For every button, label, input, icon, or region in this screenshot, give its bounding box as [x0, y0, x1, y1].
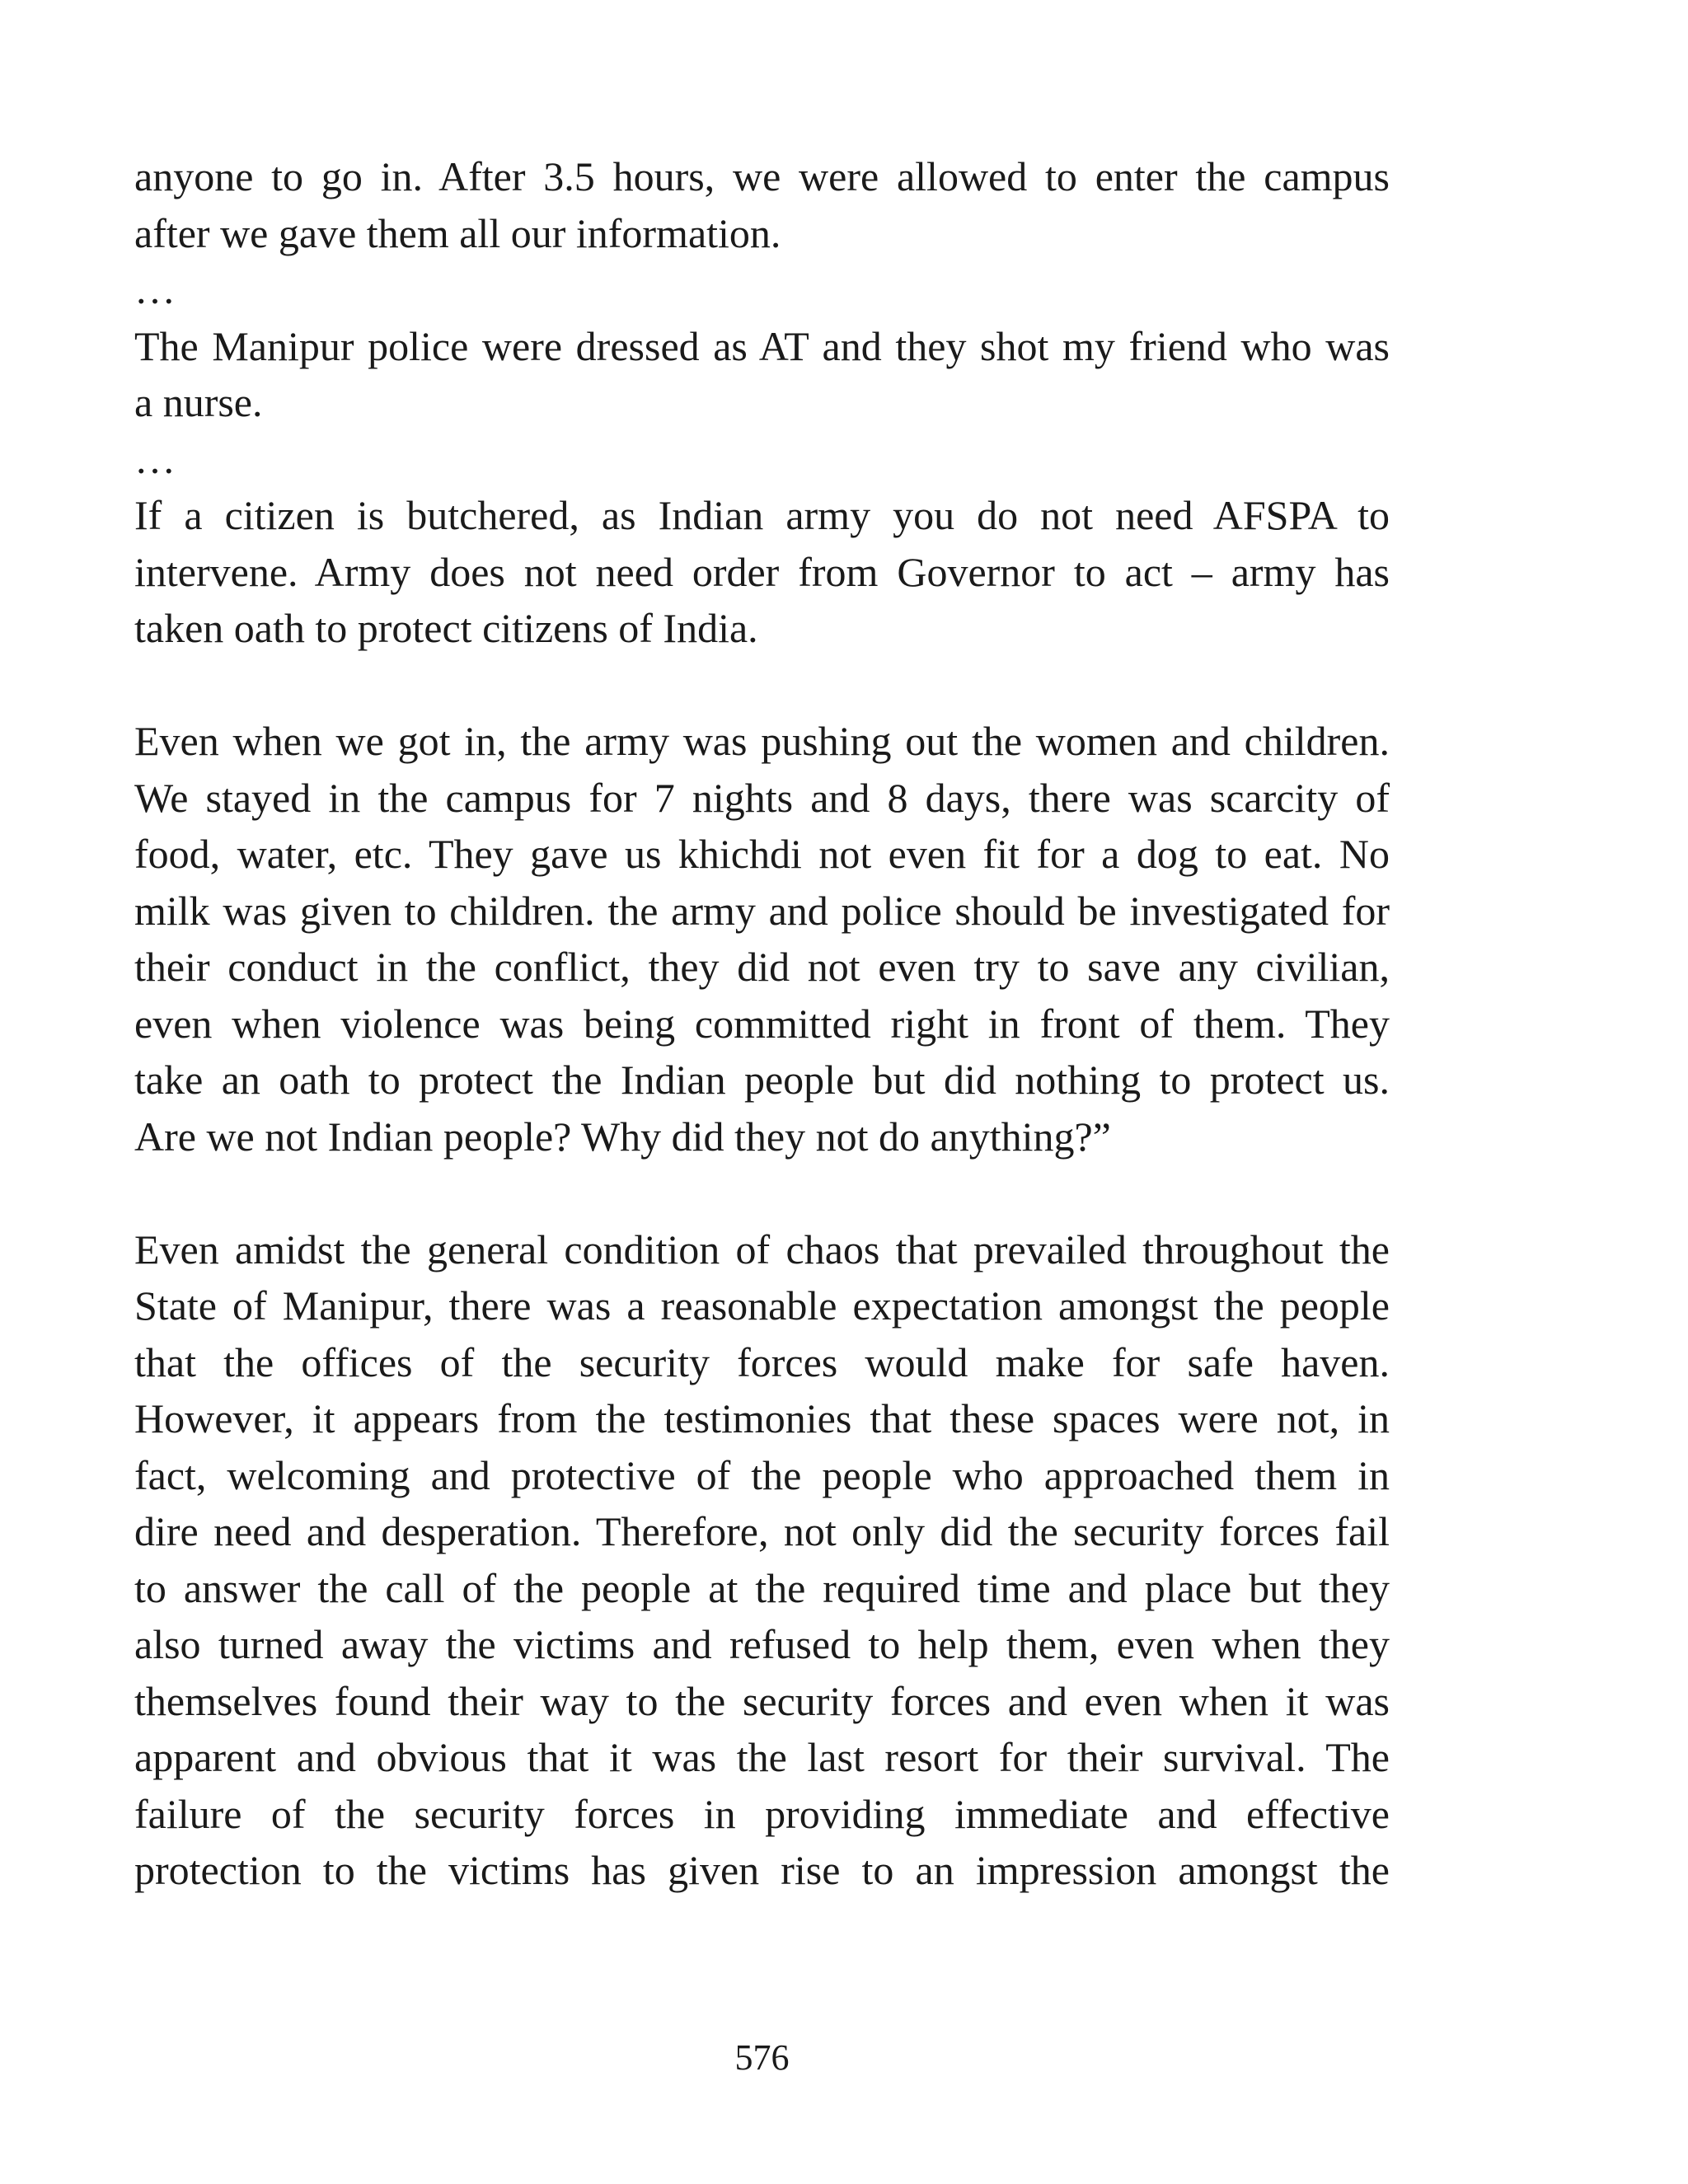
text-line: a nurse.	[134, 379, 263, 425]
text-line: protection to the victims has given rise to an impression amongst the	[134, 1847, 1390, 1893]
text-line: food, water, etc. They gave us khichdi not even fit for a dog to eat. No	[134, 831, 1390, 877]
text-line: take an oath to protect the Indian people but did nothing to protect us.	[134, 1057, 1390, 1103]
text-line: Even amidst the general condition of chaos that prevailed throughout the	[134, 1226, 1390, 1272]
text-line: that the offices of the security forces would make for safe haven.	[134, 1338, 1390, 1385]
text-line: taken oath to protect citizens of India.	[134, 605, 758, 651]
text-line: apparent and obvious that it was the last resort for their survival. The	[134, 1734, 1390, 1780]
text-line: We stayed in the campus for 7 nights and 8 days, there was scarcity of	[134, 774, 1390, 821]
text-line: The Manipur police were dressed as AT and they shot my friend who was	[134, 322, 1390, 369]
paragraph-gap	[134, 657, 1390, 714]
document-body	[134, 148, 1390, 1899]
text-line: intervene. Army does not need order from Governor to act – army has	[134, 548, 1390, 595]
text-line: to answer the call of the people at the required time and place but they	[134, 1564, 1390, 1611]
text-line: milk was given to children. the army and police should be investigated for	[134, 887, 1390, 934]
text-line: after we gave them all our information.	[134, 209, 781, 256]
text-line: …	[134, 266, 176, 312]
text-line: themselves found their way to the security forces and even when it was	[134, 1677, 1390, 1724]
text-line: failure of the security forces in providing immediate and effective	[134, 1790, 1390, 1837]
text-line: …	[134, 435, 176, 482]
text-line: also turned away the victims and refused to help them, even when they	[134, 1621, 1390, 1667]
text-line: State of Manipur, there was a reasonable expectation amongst the people	[134, 1282, 1390, 1329]
text-line: fact, welcoming and protective of the people who approached them in	[134, 1451, 1390, 1498]
text-line: anyone to go in. After 3.5 hours, we were allowed to enter the campus	[134, 153, 1390, 199]
text-line: Are we not Indian people? Why did they not do anything?”	[134, 1113, 1111, 1160]
text-line: even when violence was being committed right in front of them. They	[134, 1000, 1390, 1047]
text-line: Even when we got in, the army was pushing out the women and children.	[134, 718, 1390, 764]
text-line: their conduct in the conflict, they did not even try to save any civilian,	[134, 944, 1390, 990]
text-line: dire need and desperation. Therefore, not only did the security forces fail	[134, 1508, 1390, 1554]
text-line: However, it appears from the testimonies that these spaces were not, in	[134, 1395, 1390, 1441]
paragraph-gap	[134, 1165, 1390, 1221]
page-number: 576	[734, 2037, 790, 2078]
text-line: If a citizen is butchered, as Indian army you do not need AFSPA to	[134, 492, 1390, 538]
